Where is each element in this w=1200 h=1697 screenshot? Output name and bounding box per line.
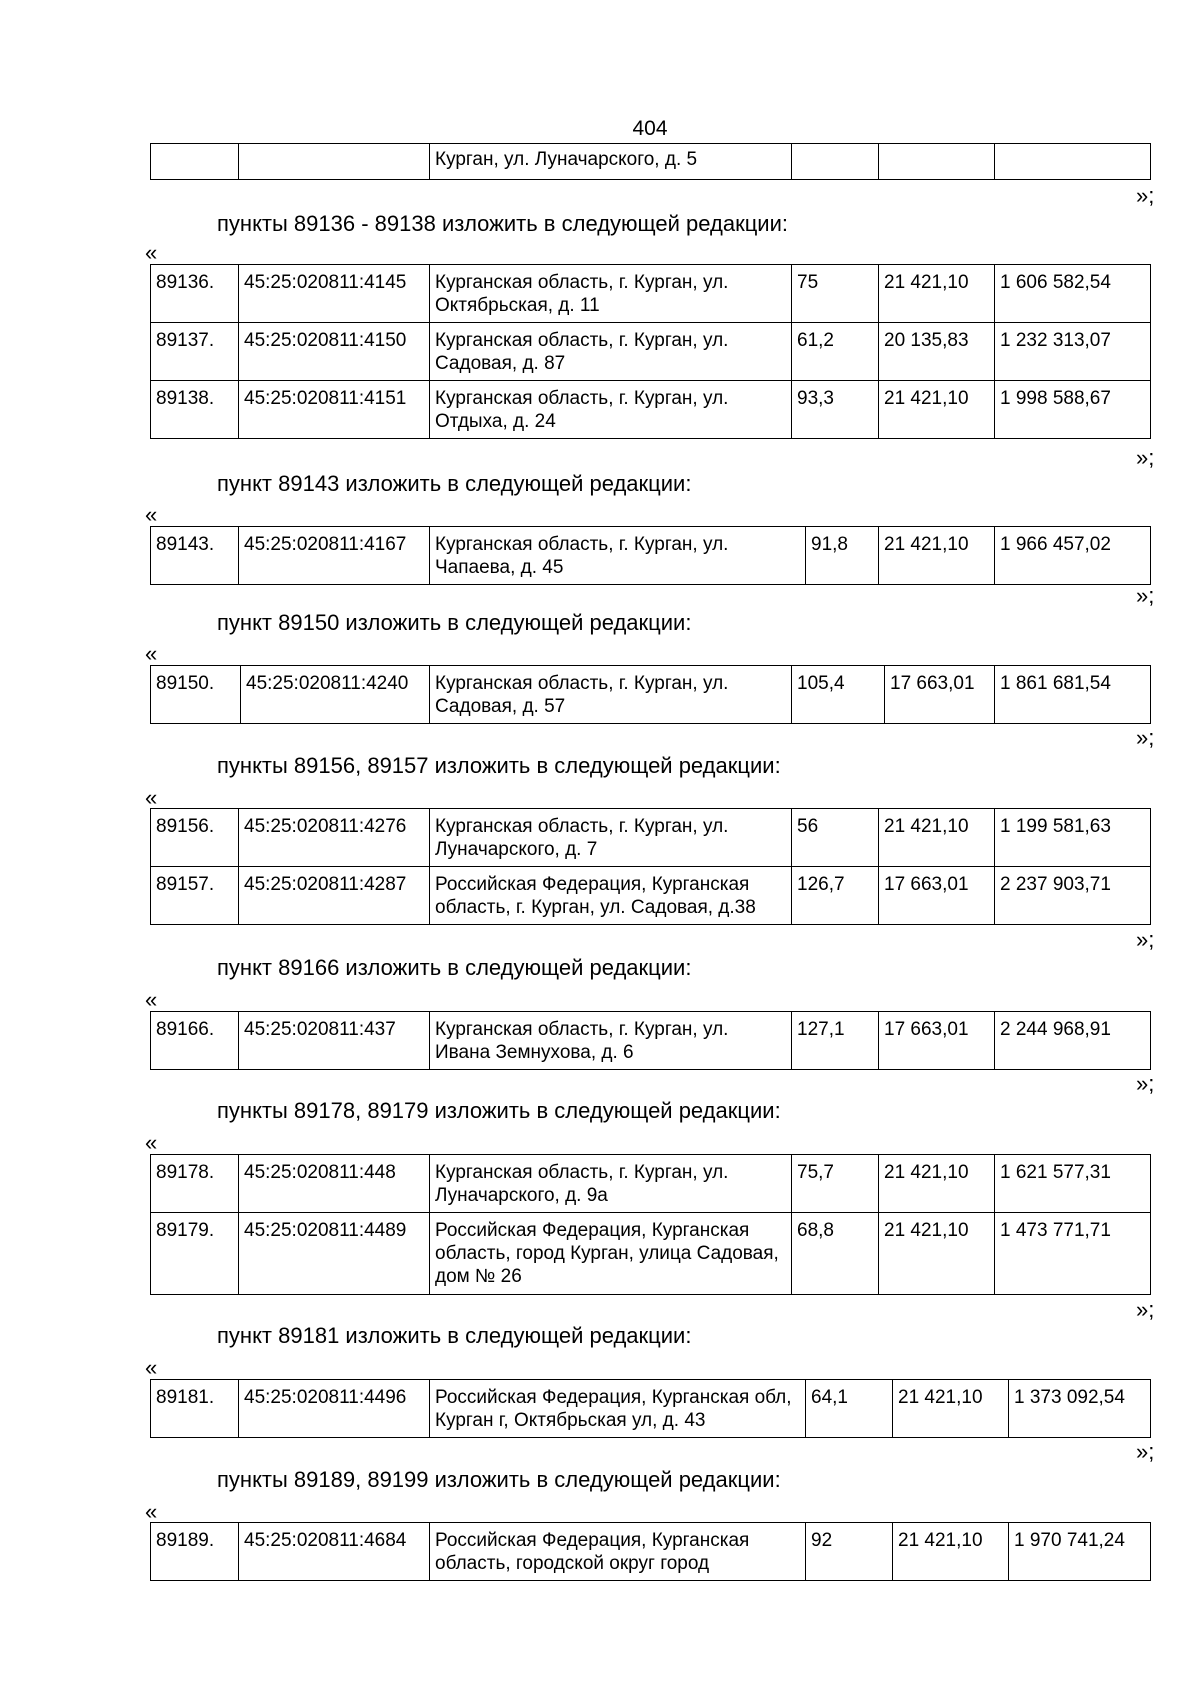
opening-quote: « [145,641,158,666]
cell-value: 1 966 457,02 [995,527,1151,585]
cell-rate: 21 421,10 [879,1155,995,1213]
cell-cadastral: 45:25:020811:4489 [239,1213,430,1295]
opening-quote: « [145,240,158,265]
table-row [151,381,1151,439]
cell-area: 126,7 [792,867,879,925]
closing-quote: »; [1136,445,1155,470]
cell-rate: 17 663,01 [879,1012,995,1070]
cell-cadastral: 45:25:020811:4145 [239,265,430,323]
opening-quote: « [145,987,158,1012]
cell-value: 1 606 582,54 [995,265,1151,323]
table-row [151,1380,1151,1438]
section-instruction: пункт 89150 изложить в следующей редакции: [217,610,692,635]
table-row [151,1523,1151,1581]
cell-value: 1 473 771,71 [995,1213,1151,1295]
cell-value [995,144,1151,180]
amendment-table [150,1011,1151,1070]
cell-area [792,144,879,180]
section-instruction: пункты 89178, 89179 изложить в следующей редакции: [217,1098,781,1123]
cell-area: 61,2 [792,323,879,381]
opening-quote: « [145,1355,158,1380]
table-row [151,1213,1151,1295]
cell-area: 64,1 [806,1380,893,1438]
table-row [151,666,1151,724]
cell-address: Российская Федерация, Курганская область, город Курган, улица Садовая, дом № 26 [430,1213,792,1295]
table-row [151,1012,1151,1070]
amendment-table [150,1379,1151,1438]
cell-cadastral: 45:25:020811:448 [239,1155,430,1213]
cell-rate: 17 663,01 [885,666,995,724]
cell-num: 89138. [151,381,239,439]
cell-cadastral: 45:25:020811:4276 [239,809,430,867]
cell-address: Курганская область, г. Курган, ул. Луначарского, д. 7 [430,809,792,867]
table-row [151,809,1151,867]
cell-cadastral: 45:25:020811:4150 [239,323,430,381]
cell-num: 89166. [151,1012,239,1070]
cell-value: 1 998 588,67 [995,381,1151,439]
cell-rate: 21 421,10 [879,1213,995,1295]
cell-num: 89179. [151,1213,239,1295]
cell-address: Российская Федерация, Курганская область, г. Курган, ул. Садовая, д.38 [430,867,792,925]
cell-num: 89143. [151,527,239,585]
closing-quote: »; [1136,927,1155,952]
cell-rate: 21 421,10 [893,1380,1009,1438]
amendment-table [150,526,1151,585]
cell-address: Курганская область, г. Курган, ул. Ивана Земнухова, д. 6 [430,1012,792,1070]
cell-value: 1 621 577,31 [995,1155,1151,1213]
cell-address: Курган, ул. Луначарского, д. 5 [430,144,792,180]
amendment-table [150,665,1151,724]
closing-quote: »; [1136,583,1155,608]
section-instruction: пункты 89156, 89157 изложить в следующей редакции: [217,753,781,778]
cell-num: 89189. [151,1523,239,1581]
cell-num: 89181. [151,1380,239,1438]
cell-area: 75,7 [792,1155,879,1213]
cell-area: 127,1 [792,1012,879,1070]
cell-address: Российская Федерация, Курганская область, городской округ город [430,1523,806,1581]
table-row [151,265,1151,323]
cell-area: 92 [806,1523,893,1581]
cell-area: 68,8 [792,1213,879,1295]
opening-quote: « [145,785,158,810]
section-instruction: пункт 89143 изложить в следующей редакции: [217,471,692,496]
closing-quote: »; [1136,1071,1155,1096]
page-number: 404 [632,117,668,140]
cell-cadastral: 45:25:020811:4151 [239,381,430,439]
cell-cadastral: 45:25:020811:4287 [239,867,430,925]
cell-address: Курганская область, г. Курган, ул. Луначарского, д. 9а [430,1155,792,1213]
cell-value: 1 232 313,07 [995,323,1151,381]
section-instruction: пункт 89166 изложить в следующей редакции: [217,955,692,980]
cell-value: 1 199 581,63 [995,809,1151,867]
cell-area: 56 [792,809,879,867]
section-instruction: пункты 89189, 89199 изложить в следующей редакции: [217,1467,781,1492]
cell-rate: 21 421,10 [893,1523,1009,1581]
amendment-table [150,1522,1151,1581]
cell-address: Курганская область, г. Курган, ул. Октябрьская, д. 11 [430,265,792,323]
amendment-table [150,1154,1151,1295]
cell-num [151,144,239,180]
closing-quote: »; [1136,1297,1155,1322]
cell-num: 89136. [151,265,239,323]
cell-value: 2 237 903,71 [995,867,1151,925]
cell-rate: 17 663,01 [879,867,995,925]
cell-cadastral: 45:25:020811:4167 [239,527,430,585]
opening-quote: « [145,1130,158,1155]
table-row [151,527,1151,585]
amendment-table [150,264,1151,439]
cell-address: Курганская область, г. Курган, ул. Чапаева, д. 45 [430,527,806,585]
table-top-fragment [150,143,1151,180]
cell-cadastral: 45:25:020811:4496 [239,1380,430,1438]
table-row [151,144,1151,180]
closing-quote: »; [1136,1439,1155,1464]
section-instruction: пункт 89181 изложить в следующей редакции: [217,1323,692,1348]
cell-area: 93,3 [792,381,879,439]
cell-num: 89137. [151,323,239,381]
opening-quote: « [145,1499,158,1524]
cell-area: 105,4 [792,666,885,724]
cell-rate [879,144,995,180]
cell-cadastral: 45:25:020811:4684 [239,1523,430,1581]
amendment-table [150,808,1151,925]
cell-num: 89157. [151,867,239,925]
table-row [151,867,1151,925]
closing-quote: »; [1136,725,1155,750]
table-row [151,1155,1151,1213]
cell-cadastral: 45:25:020811:437 [239,1012,430,1070]
section-instruction: пункты 89136 - 89138 изложить в следующей редакции: [217,211,789,236]
cell-address: Российская Федерация, Курганская обл, Курган г, Октябрьская ул, д. 43 [430,1380,806,1438]
cell-num: 89178. [151,1155,239,1213]
cell-area: 75 [792,265,879,323]
cell-rate: 20 135,83 [879,323,995,381]
cell-area: 91,8 [806,527,879,585]
cell-value: 1 861 681,54 [995,666,1151,724]
cell-rate: 21 421,10 [879,809,995,867]
cell-cadastral [239,144,430,180]
cell-cadastral: 45:25:020811:4240 [241,666,430,724]
cell-rate: 21 421,10 [879,381,995,439]
cell-value: 1 373 092,54 [1009,1380,1151,1438]
cell-value: 2 244 968,91 [995,1012,1151,1070]
opening-quote: « [145,502,158,527]
table-row [151,323,1151,381]
cell-rate: 21 421,10 [879,527,995,585]
cell-address: Курганская область, г. Курган, ул. Садовая, д. 87 [430,323,792,381]
cell-value: 1 970 741,24 [1009,1523,1151,1581]
closing-quote: »; [1136,183,1155,208]
cell-rate: 21 421,10 [879,265,995,323]
cell-address: Курганская область, г. Курган, ул. Отдыха, д. 24 [430,381,792,439]
cell-num: 89156. [151,809,239,867]
cell-num: 89150. [151,666,241,724]
cell-address: Курганская область, г. Курган, ул. Садовая, д. 57 [430,666,792,724]
